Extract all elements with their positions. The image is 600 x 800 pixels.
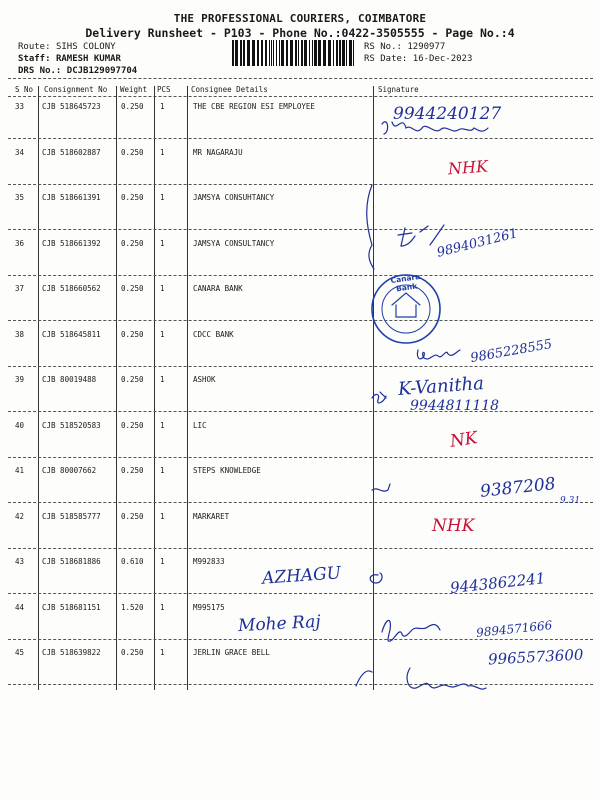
row-weight: 0.250 (121, 147, 144, 157)
staff-label: Staff: (18, 54, 51, 64)
row-divider (8, 639, 593, 640)
col-consignee: Consignee Details (191, 85, 268, 94)
row-consignment: CJB 518602887 (42, 147, 101, 157)
row-sno: 33 (15, 102, 25, 111)
row-consignee: CDCC BANK (193, 329, 234, 339)
col-consignment: Consignment No (44, 85, 108, 94)
row-consignment: CJB 518645811 (42, 329, 101, 339)
company-title: THE PROFESSIONAL COURIERS, COIMBATORE (173, 12, 427, 25)
row-consignment: CJB 518681886 (42, 557, 101, 566)
hw-r45-phone: 9965573600 (487, 645, 584, 669)
row-divider (8, 411, 593, 412)
hw-r43-phone: 9443862241 (449, 569, 547, 597)
row-pcs: 1 (160, 329, 165, 339)
row-consignee: M992833 (193, 557, 225, 566)
row-consignment: CJB 518660562 (42, 284, 101, 293)
row-consignee: CANARA BANK (193, 284, 243, 293)
row-sno: 35 (15, 193, 25, 202)
col-sno: S No (15, 85, 34, 94)
row-consignee: LIC (193, 420, 207, 430)
row-weight: 0.610 (121, 557, 144, 566)
route-label: Route: (18, 42, 51, 52)
hw-r43-name: AZHAGU (261, 563, 342, 589)
row-consignee: STEPS KNOWLEDGE (193, 466, 261, 475)
row-weight: 0.250 (121, 193, 144, 202)
row-consignment: CJB 518585777 (42, 511, 101, 521)
hw-r36-phone: 9894031261 (435, 226, 520, 261)
row-consignee: MARKARET (193, 511, 230, 521)
row-weight: 0.250 (121, 420, 144, 430)
col-signature: Signature (378, 85, 419, 94)
table-row (0, 512, 600, 557)
table-row (0, 148, 600, 193)
rs-date-value: 16-Dec-2023 (412, 54, 473, 64)
row-pcs: 1 (160, 557, 165, 566)
drs-label: DRS No.: (18, 66, 62, 76)
row-divider (8, 593, 593, 594)
row-divider (8, 548, 593, 549)
row-divider (8, 366, 593, 367)
row-pcs: 1 (160, 511, 165, 521)
row-consignment: CJB 80007662 (42, 466, 97, 475)
hw-r44-name: Mohe Raj (237, 611, 322, 637)
row-weight: 0.250 (121, 329, 144, 339)
table-row (0, 102, 600, 147)
staff-value: RAMESH KUMAR (55, 54, 121, 64)
row-sno: 40 (15, 420, 25, 430)
row-weight: 1.520 (121, 602, 144, 612)
divider (8, 78, 593, 79)
row-pcs: 1 (160, 648, 165, 657)
row-divider (8, 184, 593, 185)
row-weight: 0.250 (121, 511, 144, 521)
row-consignment: CJB 80019488 (42, 375, 97, 384)
hw-r39-name: K-Vanitha (397, 373, 485, 400)
row-sno: 34 (15, 147, 25, 157)
rs-no-value: 1290977 (407, 42, 446, 52)
divider (8, 96, 593, 97)
row-pcs: 1 (160, 375, 165, 384)
hw-r33-phone: 9944240127 (393, 104, 502, 124)
row-divider (8, 684, 593, 685)
row-sno: 36 (15, 238, 25, 248)
row-weight: 0.250 (121, 466, 144, 475)
hw-r38-phone: 9865228555 (469, 336, 554, 367)
row-pcs: 1 (160, 193, 165, 202)
drs-value: DCJB129097704 (66, 66, 138, 76)
bank-stamp: Canara Bank (390, 272, 421, 294)
row-sno: 43 (15, 557, 25, 566)
row-pcs: 1 (160, 420, 165, 430)
row-pcs: 1 (160, 238, 165, 248)
row-divider (8, 457, 593, 458)
row-consignee: JAMSYA CONSUHTANCY (193, 193, 275, 202)
row-weight: 0.250 (121, 238, 144, 248)
row-weight: 0.250 (121, 648, 144, 657)
row-consignee: ASHOK (193, 375, 216, 384)
row-pcs: 1 (160, 466, 165, 475)
row-sno: 39 (15, 375, 25, 384)
row-divider (8, 320, 593, 321)
row-divider (8, 502, 593, 503)
row-weight: 0.250 (121, 375, 144, 384)
row-consignee: M995175 (193, 602, 225, 612)
runsheet-title: Delivery Runsheet - P103 - Phone No.:0422-3505555 - Page No.:4 (85, 26, 515, 40)
row-divider (8, 138, 593, 139)
row-consignee: MR NAGARAJU (193, 147, 243, 157)
table-row (0, 239, 600, 284)
row-consignee: JAMSYA CONSULTANCY (193, 238, 275, 248)
row-sno: 44 (15, 602, 25, 612)
row-divider (8, 275, 593, 276)
col-pcs: PCS (157, 85, 171, 94)
row-sno: 37 (15, 284, 25, 293)
row-sno: 42 (15, 511, 25, 521)
barcode-icon (232, 40, 358, 66)
row-sno: 41 (15, 466, 25, 475)
route-value: SIHS COLONY (55, 42, 116, 52)
row-pcs: 1 (160, 102, 165, 111)
hw-r44-phone: 9894571666 (475, 618, 553, 640)
row-consignment: CJB 518681151 (42, 602, 101, 612)
table-row (0, 375, 600, 420)
row-consignment: CJB 518639822 (42, 648, 101, 657)
row-consignment: CJB 518645723 (42, 102, 101, 111)
row-consignment: CJB 518520583 (42, 420, 101, 430)
row-pcs: 1 (160, 147, 165, 157)
col-weight: Weight (120, 85, 148, 94)
row-pcs: 1 (160, 284, 165, 293)
route-info (18, 41, 137, 77)
hw-r41-phone: 9387208 (479, 474, 557, 502)
hw-r39-phone: 9944811118 (410, 398, 500, 414)
hw-r41-time: 9.31 (560, 496, 581, 506)
hw-r40-initials: NK (448, 428, 479, 452)
row-sno: 38 (15, 329, 25, 339)
row-consignment: CJB 518661391 (42, 193, 101, 202)
rs-no-label: RS No.: (364, 42, 402, 52)
row-sno: 45 (15, 648, 25, 657)
table-row (0, 284, 600, 329)
row-pcs: 1 (160, 602, 165, 612)
rs-date-label: RS Date: (364, 54, 408, 64)
row-consignee: JERLIN GRACE BELL (193, 648, 270, 657)
rs-info (364, 41, 472, 65)
row-consignment: CJB 518661392 (42, 238, 101, 248)
table-row (0, 421, 600, 466)
row-consignee: THE CBE REGION ESI EMPLOYEE (193, 102, 315, 111)
hw-r34-initials: NHK (447, 156, 489, 179)
row-weight: 0.250 (121, 284, 144, 293)
row-weight: 0.250 (121, 102, 144, 111)
hw-r42-initials: NHK (432, 516, 475, 536)
